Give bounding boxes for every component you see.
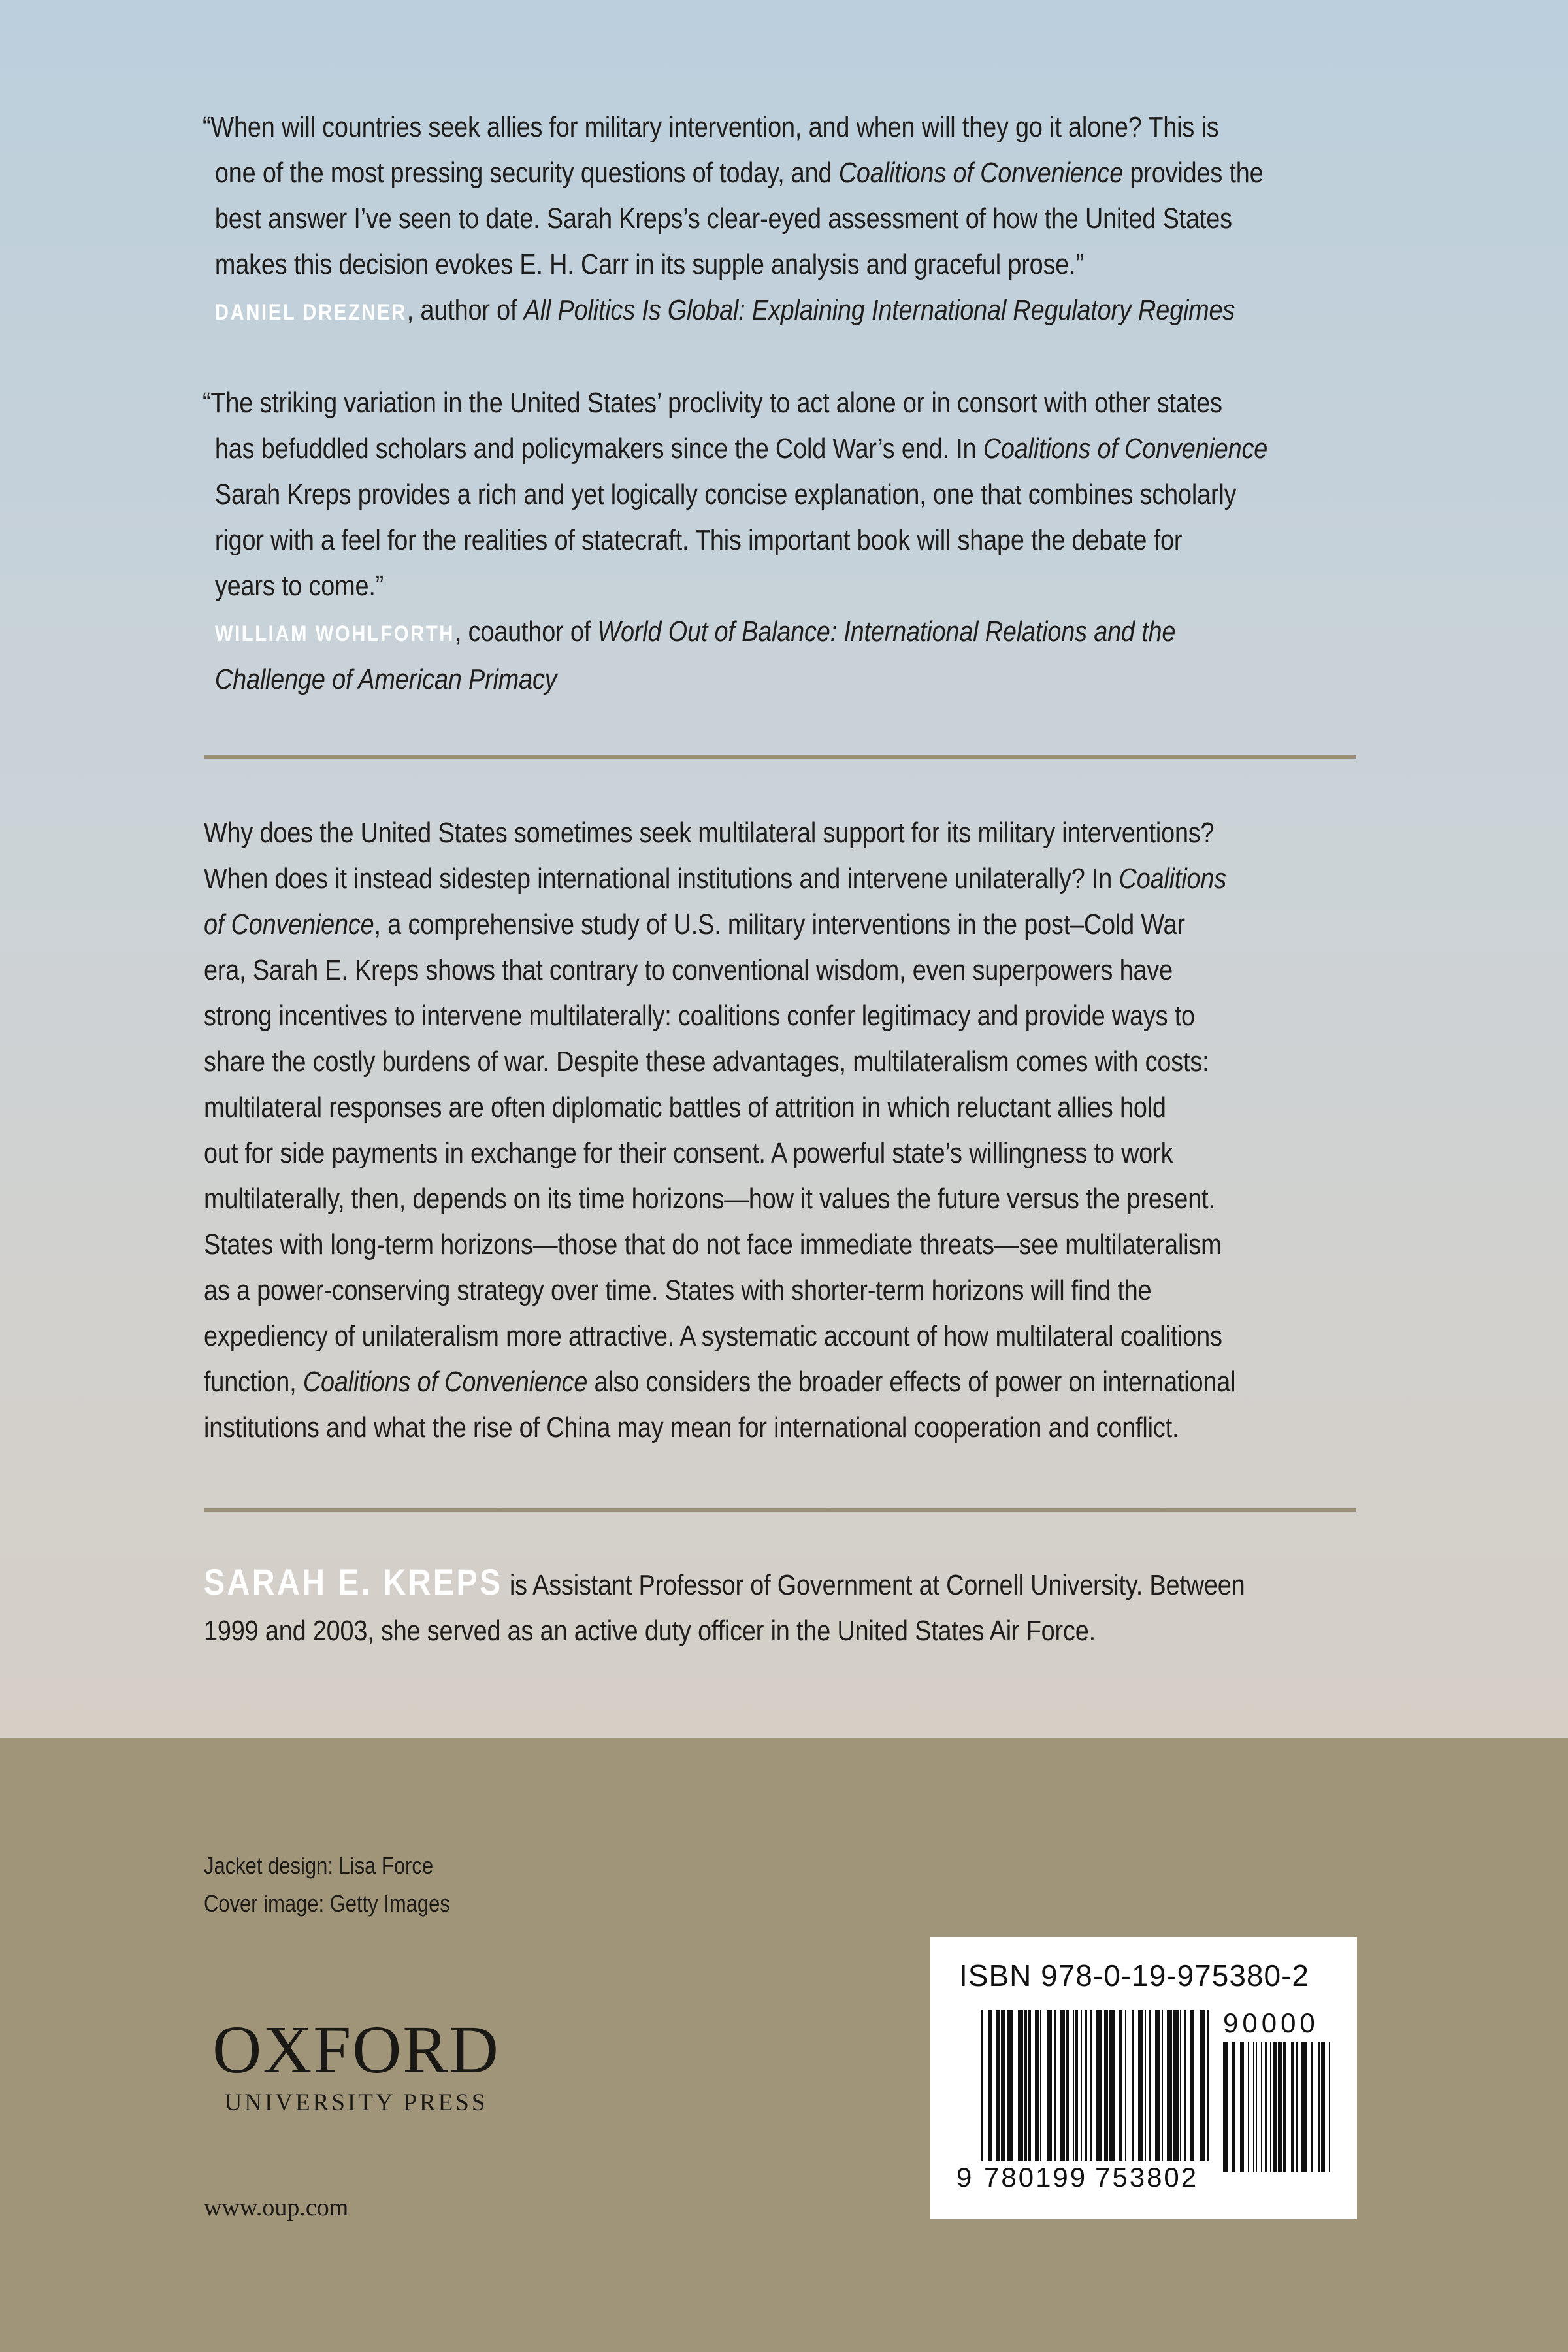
barcode-bar	[1047, 2010, 1052, 2161]
barcode-bar	[1132, 2010, 1134, 2161]
quote-line: rigor with a feel for the realities of statecraft. This important book will shape the debate for	[214, 524, 1183, 556]
barcode-bars	[981, 2010, 1209, 2161]
barcode-bar	[1119, 2010, 1122, 2161]
description-line: of Convenience, a comprehensive study of U.S. military interventions in the post–Cold War	[204, 908, 1185, 940]
barcode-bar	[1311, 2042, 1313, 2172]
barcode-bar	[1090, 2010, 1092, 2161]
quote-line: one of the most pressing security questions of today, and Coalitions of Convenience provides the	[214, 157, 1264, 189]
barcode-bar	[1104, 2010, 1108, 2161]
author-bio	[204, 1559, 1350, 1654]
publisher-subname: UNIVERSITY PRESS	[224, 2089, 488, 2116]
barcode-bar	[1253, 2042, 1254, 2172]
cover-credit: Cover image: Getty Images	[204, 1890, 450, 1917]
barcode-bar	[1248, 2042, 1249, 2172]
barcode-bar	[1125, 2010, 1126, 2161]
quote-attribution: WILLIAM WOHLFORTH, coauthor of World Out of Balance: International Relations and the	[214, 616, 1176, 648]
barcode-bar	[1240, 2042, 1244, 2172]
barcode-bar	[1273, 2042, 1277, 2172]
barcode-bar	[1256, 2042, 1257, 2172]
barcode-bar	[1200, 2010, 1205, 2161]
attribution-name: WILLIAM WOHLFORTH	[214, 621, 455, 646]
barcode-first-digit: 9	[956, 2162, 972, 2193]
barcode-bar	[1138, 2010, 1143, 2161]
book-title: Coalitions	[1119, 863, 1226, 895]
barcode-bar	[1073, 2010, 1074, 2161]
barcode-bar	[1085, 2010, 1087, 2161]
barcode-addon-digits: 90000	[1223, 2008, 1319, 2038]
barcode-bar	[1109, 2010, 1115, 2161]
barcode-bar	[981, 2010, 983, 2161]
attribution-book-title: Challenge of American Primacy	[214, 663, 557, 695]
barcode-bar	[1040, 2010, 1041, 2161]
barcode-bar	[1028, 2010, 1031, 2161]
attribution-book-title: All Politics Is Global: Explaining International Regulatory Regimes	[523, 294, 1235, 326]
barcode-bar	[1149, 2010, 1151, 2161]
barcode-bar	[1173, 2010, 1179, 2161]
barcode-bar	[1024, 2010, 1027, 2161]
quote-line: years to come.”	[214, 570, 384, 602]
barcode-bar	[1283, 2042, 1286, 2172]
bio-line: 1999 and 2003, she served as an active duty officer in the United States Air Force.	[204, 1615, 1096, 1647]
description-line: Why does the United States sometimes seek multilateral support for its military interventions?	[204, 817, 1215, 849]
barcode-bar	[1270, 2042, 1271, 2172]
barcode-bar	[1232, 2042, 1235, 2172]
quote-line: “When will countries seek allies for military intervention, and when will they go it alone? This is	[203, 111, 1219, 143]
barcode-bar	[1318, 2042, 1320, 2172]
divider-rule	[204, 1508, 1356, 1512]
barcode-addon-bars	[1223, 2042, 1330, 2172]
barcode-bar	[1261, 2042, 1262, 2172]
isbn-label: ISBN 978-0-19-975380-2	[959, 1959, 1309, 1993]
barcode-bar	[1155, 2010, 1160, 2161]
barcode-bar	[1035, 2010, 1039, 2161]
description-line: strong incentives to intervene multilaterally: coalitions confer legitimacy and provide ways to	[204, 1000, 1195, 1032]
book-description	[204, 810, 1350, 1451]
barcode-bar	[1291, 2042, 1294, 2172]
barcode-bar	[1278, 2042, 1282, 2172]
description-line: When does it instead sidestep international institutions and intervene unilaterally? In Coalitions	[204, 863, 1226, 895]
barcode-panel	[930, 1937, 1357, 2219]
barcode-left-digits: 780199	[984, 2162, 1088, 2193]
quote-line: makes this decision evokes E. H. Carr in its supple analysis and graceful prose.”	[214, 248, 1084, 280]
author-name: SARAH E. KREPS	[204, 1561, 503, 1602]
quote-line: Sarah Kreps provides a rich and yet logically concise explanation, one that combines scholarly	[214, 478, 1237, 510]
barcode-bar	[1096, 2010, 1102, 2161]
publisher-url: www.oup.com	[204, 2194, 349, 2221]
barcode-bar	[1329, 2042, 1330, 2172]
publisher-logo	[203, 2012, 510, 2118]
description-line: as a power-conserving strategy over time. States with shorter-term horizons will find the	[204, 1274, 1152, 1306]
barcode-bar	[1265, 2042, 1267, 2172]
description-line: expediency of unilateralism more attractive. A systematic account of how multilateral coalitions	[204, 1320, 1222, 1352]
book-title: Coalitions of Convenience	[302, 1366, 588, 1398]
quote-attribution: DANIEL DREZNER, author of All Politics Is Global: Explaining International Regulatory Regimes	[214, 294, 1235, 326]
barcode-bar	[1007, 2010, 1013, 2161]
attribution-name: DANIEL DREZNER	[214, 300, 407, 325]
barcode-bar	[996, 2010, 1000, 2161]
quote-line: best answer I’ve seen to date. Sarah Kreps’s clear-eyed assessment of how the United States	[214, 203, 1232, 235]
quote-drezner	[203, 105, 1304, 335]
barcode-bar	[1066, 2010, 1069, 2161]
divider-rule	[204, 755, 1356, 759]
credits	[204, 1847, 450, 1923]
attribution-book-title: World Out of Balance: International Relations and the	[597, 616, 1176, 648]
description-line: multilaterally, then, depends on its time horizons—how it values the future versus the present.	[204, 1183, 1215, 1215]
book-title: of Convenience	[204, 908, 374, 940]
quote-line: has befuddled scholars and policymakers since the Cold War’s end. In Coalitions of Convenience	[214, 433, 1268, 465]
barcode-bar	[1180, 2010, 1181, 2161]
quote-line: “The striking variation in the United States’ proclivity to act alone or in consort with other states	[203, 387, 1222, 419]
barcode-bar	[1296, 2042, 1298, 2172]
barcode-bar	[1162, 2010, 1163, 2161]
description-line: function, Coalitions of Convenience also considers the broader effects of power on international	[204, 1366, 1236, 1398]
barcode-bar	[1207, 2010, 1209, 2161]
barcode-bar	[988, 2010, 992, 2161]
description-line: share the costly burdens of war. Despite these advantages, multilateralism comes with costs:	[204, 1046, 1209, 1078]
book-title: Coalitions of Convenience	[983, 433, 1268, 465]
quote-wohlforth	[203, 380, 1304, 703]
barcode-bar	[1184, 2010, 1186, 2161]
barcode-bar	[1060, 2010, 1065, 2161]
barcode-bar	[1167, 2010, 1172, 2161]
barcode-bar	[1321, 2042, 1325, 2172]
description-line: era, Sarah E. Kreps shows that contrary to conventional wisdom, even superpowers have	[204, 954, 1173, 986]
barcode-bar	[1018, 2010, 1023, 2161]
description-line: institutions and what the rise of China may mean for international cooperation and conflict.	[204, 1412, 1179, 1444]
quote-attribution-cont	[203, 657, 1304, 703]
barcode-bar	[1190, 2010, 1194, 2161]
barcode-right-digits: 753802	[1095, 2162, 1199, 2193]
barcode-bar	[1054, 2010, 1056, 2161]
barcode-bar	[1223, 2042, 1228, 2172]
barcode-bar	[1301, 2042, 1307, 2172]
description-line: States with long-term horizons—those that do not face immediate threats—see multilateralism	[204, 1229, 1222, 1261]
bio-line: SARAH E. KREPS is Assistant Professor of Government at Cornell University. Between	[204, 1561, 1245, 1602]
publisher-name: OXFORD	[212, 2012, 500, 2087]
barcode-bar	[1081, 2010, 1082, 2161]
barcode-bar	[1145, 2010, 1146, 2161]
barcode-icon	[930, 1937, 1357, 2219]
barcode-bar	[1075, 2010, 1078, 2161]
barcode-bar	[1001, 2010, 1005, 2161]
jacket-credit: Jacket design: Lisa Force	[204, 1852, 434, 1879]
description-line: multilateral responses are often diplomatic battles of attrition in which reluctant allies hold	[204, 1091, 1166, 1123]
description-line: out for side payments in exchange for their consent. A powerful state’s willingness to work	[204, 1137, 1173, 1169]
book-title: Coalitions of Convenience	[838, 157, 1124, 189]
